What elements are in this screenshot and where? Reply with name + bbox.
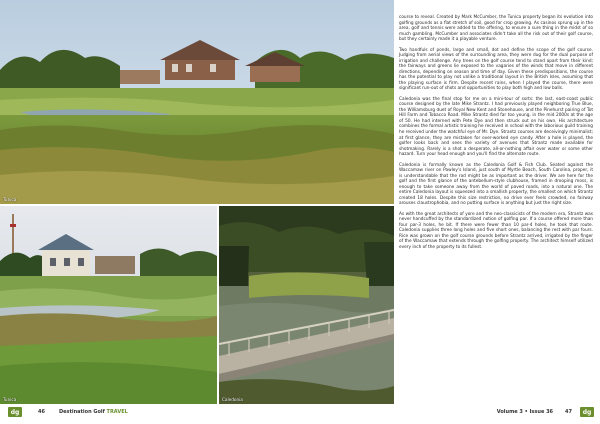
issue-label: Volume 3 • Issue 36	[496, 409, 554, 415]
publication-name-accent: TRAVEL	[106, 409, 128, 415]
footer-right	[470, 405, 594, 419]
tunica-clubhouse-illustration	[0, 206, 217, 404]
article-paragraph: As with the great architects of yore and the neo-classicists of the modern era, Strantz was never handcuffed by the standardized notion of golfing par. If a course offered more than four par-3 holes, he bit. If there were fewer than 10 par-4 holes, he took that route. Caledonia supplies three long holes and five short ones, balancing the rest with par fours. Rice was grown on the golf course grounds before Strantz arrived, irrigated by the finger of the Waccamaw that extends through the golfing property. The architect himself utilized every inch of the property to its fullest.	[399, 211, 593, 250]
caledonia-course-photo	[219, 206, 394, 404]
tunica-course-photo-top	[0, 0, 394, 204]
caledonia-bridge-illustration	[219, 206, 394, 404]
tunica-course-illustration	[0, 0, 394, 204]
page-number-right: 47	[565, 409, 572, 415]
article-paragraph: course to reveal. Created by Mark McCumber, the Tunica property began its evolution into golfing grounds as a flat stretch of soil, good for crop growing. As casinos sprung up in the area, golf and tennis were added to the offering, to ensure a sure thing in the midst of so much gambling. McCumber and associates didn't take all the risk out of their golf course, but they certainly made it a playable venture.	[399, 15, 593, 43]
publication-name	[59, 409, 128, 415]
destination-golf-logo: dg	[8, 407, 22, 417]
article-paragraph: Caledonia was the final stop for me on a mini-tour of sorts: the last, east-coast public course designed by the late Mike Strantz. I had previously played neighboring True Blue, the Williamsburg duet of Royal New Kent and Stonehouse, and the Pinehurst pairing of Tot Hill Farm and Tobacco Road. Mike Strantz died far too young, in the mid 2000s at the age of 50. He had interned with Pete Dye and then struck out on his own. His architecture combines the formal artistic training he received in school with the laborious guild training he received under the watchful eye of Mr. Dye. Strantz courses are deceivingly minimalist; at first glance, they are mistaken for over-worked eye candy. After a hole is played, the golfer looks back and sees the variety of avenues that Strantz made available for shotmaking. Rarely is a shot a desperate, all-or-nothing affair over water or some other hazard. Turn your head enough and you'll find the alternate route.	[399, 96, 593, 158]
article-body	[399, 15, 593, 255]
footer-left	[8, 405, 388, 419]
photo-caption: Tunica	[3, 397, 17, 402]
page-number-left: 46	[38, 409, 45, 415]
publication-name-main: Destination Golf	[58, 409, 105, 415]
destination-golf-logo: dg	[580, 407, 594, 417]
article-paragraph: Caledonia is formally known as the Caledonia Golf & Fish Club. Seated against the Waccamaw river on Pawley's Island, just south of Myrtle Beach, South Carolina, proper, it is understandable that the rod might be as important as the driver. We are here for the golf and the first glance of the antebellum-style clubhouse, framed in drooping moss, is enough to take someone away from the world of paved roads, into a natural one. The entire Caledonia layout is squeezed into a smallish property, the smallest on which Strantz created 18 holes. Despite this size restriction, no drive ever feels crowded, no fairway arouses claustrophobia, and no putting surface is anything but just the right size.	[399, 162, 593, 207]
photo-caption: Caledonia	[222, 397, 243, 402]
photo-caption: Tunica	[3, 197, 17, 202]
tunica-course-photo-bottom	[0, 206, 217, 404]
article-paragraph: Two handfuls of ponds, large and small, dot and define the scope of the golf course. Judging from aerial views of the surrounding area, they were dug for the dual purpose of irrigation and challenge. Any trees on the golf course tend to stand apart from their kind; the fairways and greens lie exposed to the vagaries of the winds that move in different directions, depending on season and time of day. Given these predispositions, the course has the potential to play not unlike a traditional layout in the British Isles, assuming that the playing surface is firm. Despite recent rains, when I played the course, there were significant run-out of shots and opportunities to play both high and low balls.	[399, 47, 593, 92]
